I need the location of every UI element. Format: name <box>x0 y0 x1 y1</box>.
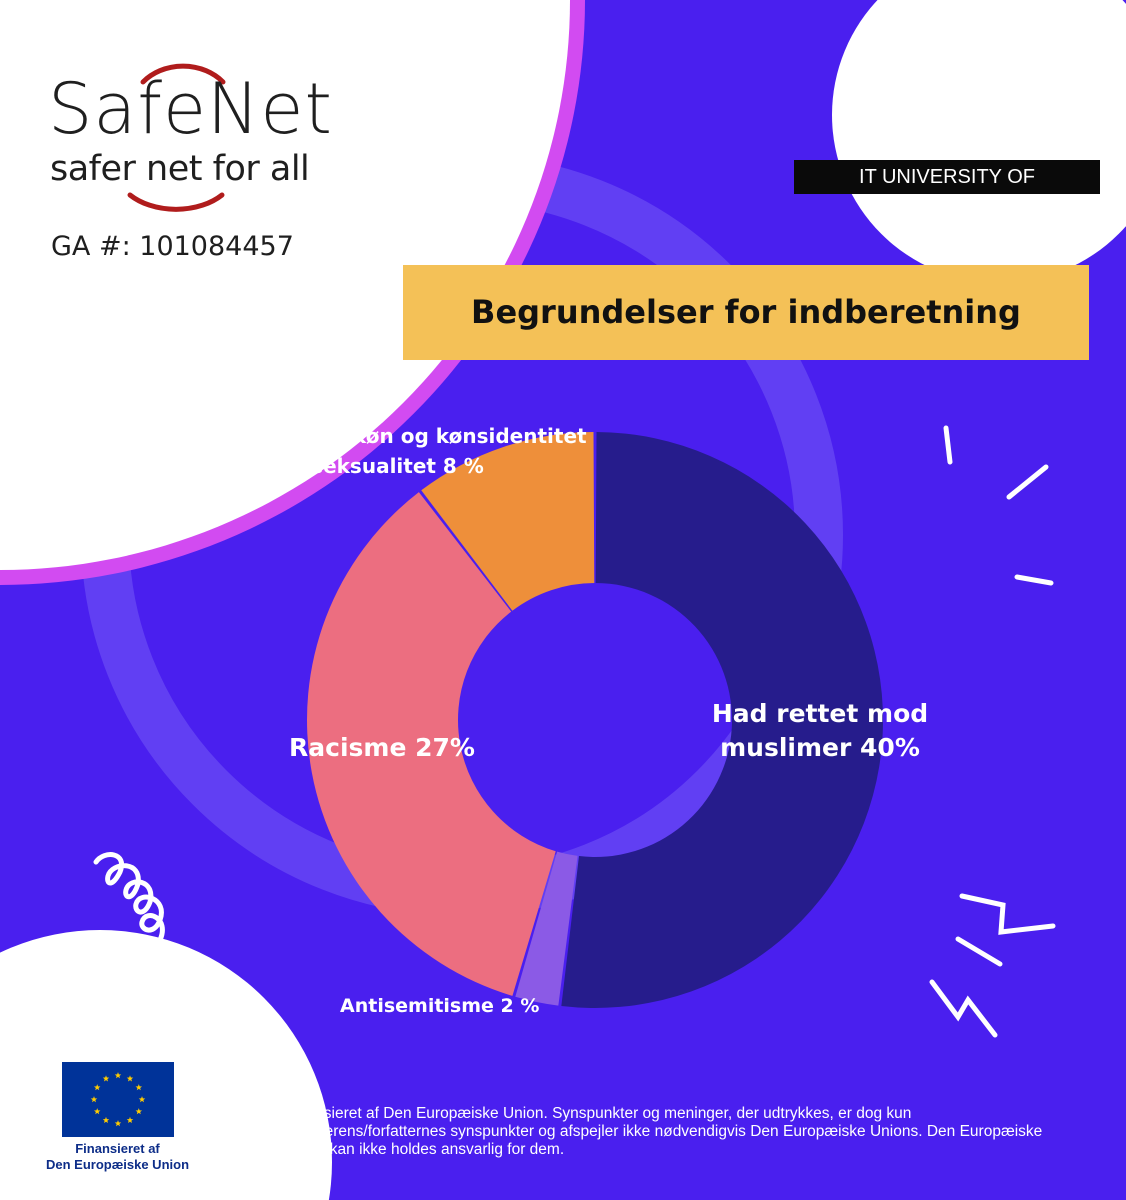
slice-label-koen: Had baseret på køn og kønsidentitet og seksualitet 8 % <box>173 424 587 478</box>
disclaimer: Finansieret af Den Europæiske Union. Synspunkter og meninger, der udtrykkes, er dog kun forfatterens/forfatternes synspunkter og afspejler ikke nødvendigvis Den Europæiske Unions. Den Europæiske Union kan ikke holdes ansvarlig for dem. <box>285 1105 1043 1158</box>
slice-label-antisemitisme: Antisemitisme 2 % <box>340 995 540 1017</box>
eu-caption <box>30 1141 205 1173</box>
logo-title: SafeNet <box>48 68 333 150</box>
grant-id: GA #: 101084457 <box>51 231 294 262</box>
decorative-squiggle <box>96 855 162 940</box>
decorative-strokes <box>932 428 1053 1035</box>
eu-caption-line2: Den Europæiske Union <box>45 1157 190 1172</box>
chart-title-box <box>403 265 1089 360</box>
slice-label-muslimer: Had rettet mod muslimer 40% <box>711 699 929 762</box>
corner-white-topright <box>832 0 1126 283</box>
chart-title: Begrundelser for indberetning <box>471 293 1021 331</box>
slice-label-racisme: Racisme 27% <box>289 733 475 762</box>
eu-flag-icon <box>62 1062 174 1137</box>
logo-tagline: safer net for all <box>50 149 310 189</box>
eu-caption-line1: Finansieret af <box>75 1141 160 1156</box>
institution-label: IT UNIVERSITY OF COPENHAGEN <box>794 160 1100 194</box>
